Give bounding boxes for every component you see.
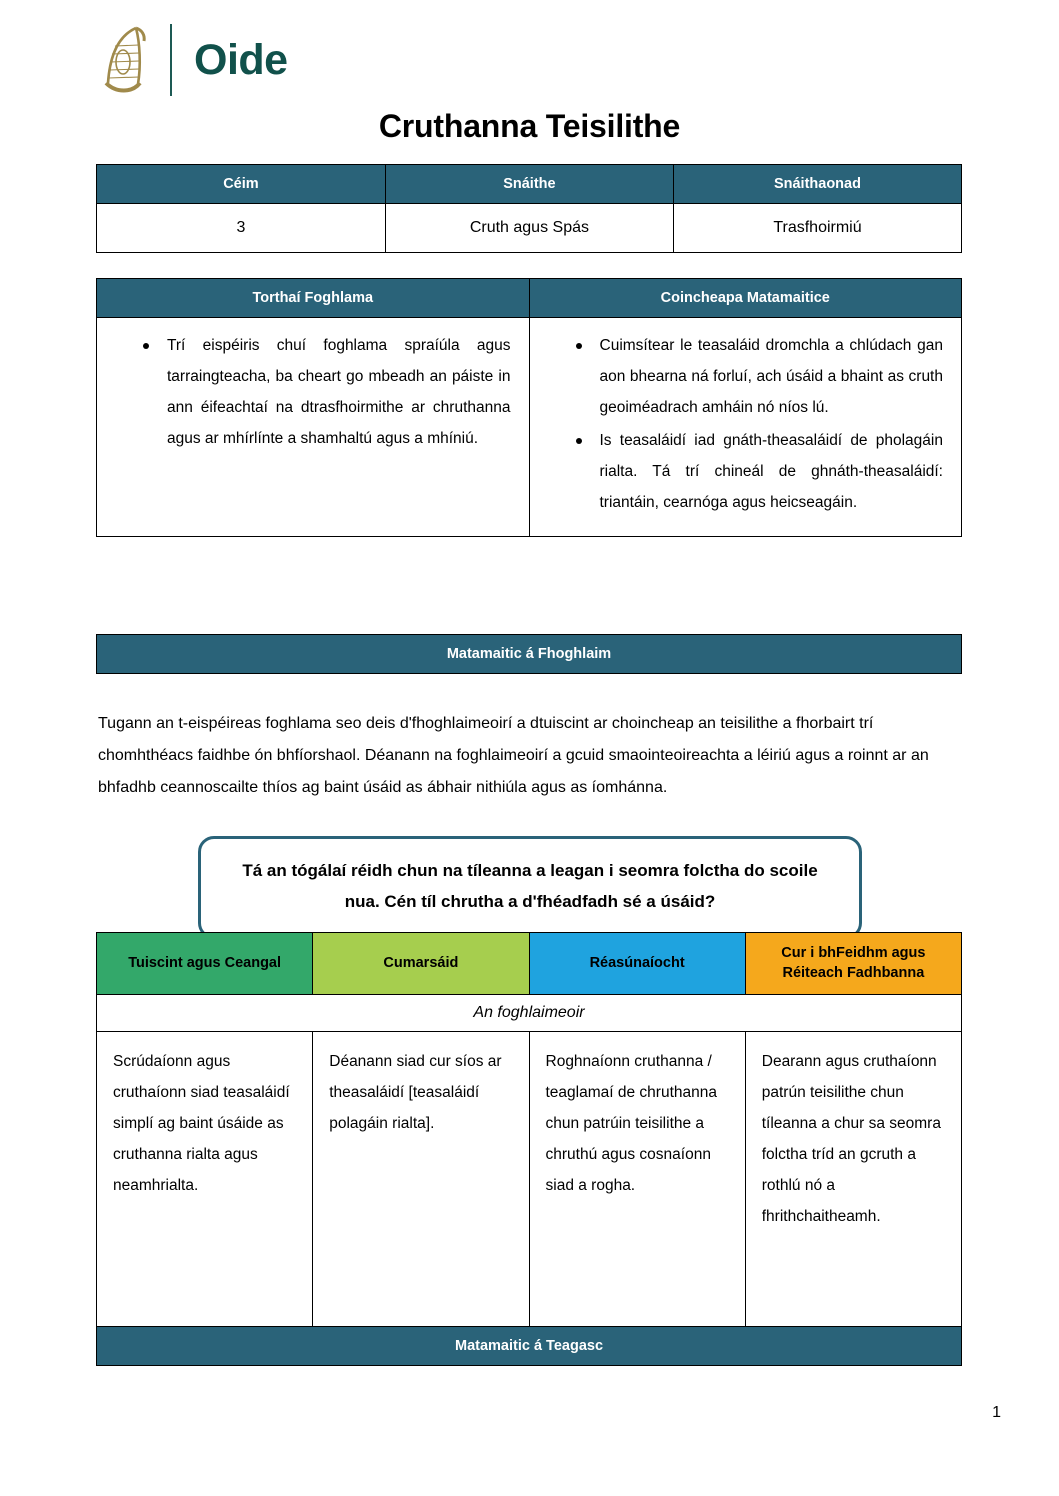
meta-value-ceim: 3 [97,204,386,253]
skills-cell-cumarsaid: Déanann siad cur síos ar theasaláidí [teasaláidí polagáin rialta]. [313,1032,529,1345]
table-row [97,995,962,1032]
outcomes-table [96,278,962,537]
math-concepts-list [540,330,944,518]
table-row [97,165,962,204]
list-item: Is teasaláidí iad gnáth-theasaláidí de pholagáin rialta. Tá trí chineál de ghnáth-theasaláidí: triantáin, cearnóga agus heicseagáin. [570,425,944,518]
table-row [97,1032,962,1345]
learning-outcomes-list [107,330,511,454]
skills-header-reasunaiocht: Réasúnaíocht [529,933,745,995]
list-item: Trí eispéiris chuí foghlama spraíúla agus tarraingteacha, ba cheart go mbeadh an páiste in ann éifeachtaí na dtrasfhoirmithe ar chruthanna agus ar mhírlínte a shamhaltú agus a mhíniú. [137,330,511,454]
math-concepts-cell [529,318,962,537]
section-banner-teaching: Matamaitic á Teagasc [96,1326,962,1366]
skills-cell-reasunaiocht: Roghnaíonn cruthanna / teaglamaí de chruthanna chun patrúin teisilithe a chruthú agus cosnaíonn siad a rogha. [529,1032,745,1345]
meta-table [96,164,962,253]
meta-value-snaithe: Cruth agus Spás [385,204,673,253]
meta-header-ceim: Céim [97,165,386,204]
skills-header-cur-i-bhfeidhm: Cur i bhFeidhm agus Réiteach Fadhbanna [745,933,961,995]
skills-header-tuiscint: Tuiscint agus Ceangal [97,933,313,995]
table-row [97,204,962,253]
list-item: Cuimsítear le teasaláid dromchla a chlúdach gan aon bhearna ná forluí, ach úsáid a bhaint as cruth geoiméadrach amháin nó níos lú. [570,330,944,423]
page-title: Cruthanna Teisilithe [378,108,681,144]
brand-wordmark: Oide [194,35,288,84]
table-row [97,279,962,318]
skills-header-cumarsaid: Cumarsáid [313,933,529,995]
section-banner-learning: Matamaitic á Fhoghlaim [96,634,962,674]
skills-cell-tuiscint: Scrúdaíonn agus cruthaíonn siad teasaláidí simplí ag baint úsáide as cruthanna rialta agus neamhrialta. [97,1032,313,1345]
skills-cell-cur-i-bhfeidhm: Dearann agus cruthaíonn patrún teisilithe chun tíleanna a chur sa seomra folctha tríd an gcruth a rothlú nó a fhrithchaitheamh. [745,1032,961,1345]
learning-outcomes-cell [97,318,530,537]
table-row [97,933,962,995]
table-row [97,318,962,537]
intro-paragraph: Tugann an t-eispéireas foghlama seo deis d'fhoghlaimeoirí a dtuiscint ar choincheap an teisilithe a fhorbairt trí chomhthéacs faidhbe ón bhfíorshaol. Déanann na foghlaimeoirí a gcuid smaointeoireachta a léiriú agus a roinnt ar an bhfadhb ceannoscailte thíos ag baint úsáid as ábhair nithiúla agus as íomhánna. [98,715,929,796]
skills-table [96,932,962,1345]
harp-icon [96,21,152,99]
skills-subheading: An foghlaimeoir [97,995,962,1032]
meta-value-snaithaonad: Trasfhoirmiú [673,204,961,253]
meta-header-snaithe: Snáithe [385,165,673,204]
outcomes-header-coincheapa: Coincheapa Matamaitice [529,279,962,318]
logo-divider [170,24,172,96]
callout-question-box: Tá an tógálaí réidh chun na tíleanna a leagan i seomra folctha do scoile nua. Cén tíl chrutha a d'fhéadfadh sé a úsáid? [198,836,862,939]
meta-header-snaithaonad: Snáithaonad [673,165,961,204]
outcomes-header-torthai: Torthaí Foghlama [97,279,530,318]
page-number: 1 [992,1404,1001,1421]
brand-logo [96,20,288,100]
